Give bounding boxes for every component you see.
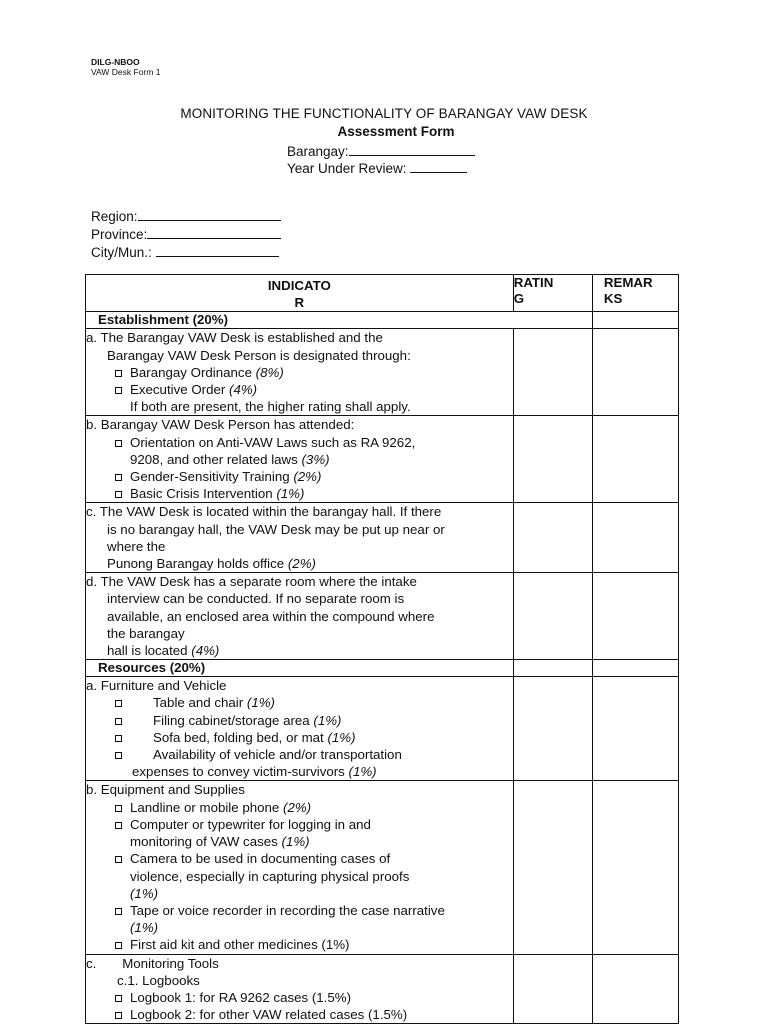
province-field[interactable] bbox=[91, 226, 281, 242]
list-item: Logbook 1: for RA 9262 cases (1.5%) bbox=[86, 989, 513, 1006]
list-item: Executive Order (4%) bbox=[86, 381, 513, 398]
remarks-cell[interactable] bbox=[592, 416, 678, 503]
checkbox-square-icon bbox=[115, 1012, 122, 1019]
checkbox-square-icon bbox=[115, 752, 122, 759]
list-item: First aid kit and other medicines (1%) bbox=[86, 936, 513, 953]
indicator-header: INDICATO R bbox=[86, 275, 514, 312]
indicator-resources-a: a. Furniture and Vehicle Table and chair (1%) Filing cabinet/storage area (1%) Sofa bed, folding bed, or mat (1%) Availability of vehicle and/or transportation expenses to convey victim-survivors (1%) bbox=[86, 677, 514, 781]
table-header-row bbox=[86, 275, 679, 312]
remarks-cell[interactable] bbox=[592, 573, 678, 660]
table-row bbox=[86, 781, 679, 954]
table-row bbox=[86, 416, 679, 503]
checkbox-square-icon bbox=[115, 387, 122, 394]
indicator-resources-b: b. Equipment and Supplies Landline or mobile phone (2%) Computer or typewriter for logging in and monitoring of VAW cases (1%) Camera to be used in documenting cases of violence, especially in capturing physical proofs (1%) Tape or voice recorder in recording the case narrative (1%) First aid kit and other medicines (1%) bbox=[86, 781, 514, 954]
remarks-cell[interactable] bbox=[592, 677, 678, 781]
section-rating-cell[interactable] bbox=[513, 660, 592, 677]
city-label: City/Mun.: bbox=[91, 245, 152, 260]
section-row-establishment bbox=[86, 312, 679, 329]
list-item: Camera to be used in documenting cases of bbox=[86, 850, 513, 867]
year-blank[interactable] bbox=[410, 160, 467, 173]
form-code: DILG-NBOO bbox=[91, 57, 140, 67]
form-number: VAW Desk Form 1 bbox=[91, 67, 161, 77]
list-item: Gender-Sensitivity Training (2%) bbox=[86, 468, 513, 485]
checkbox-square-icon bbox=[115, 942, 122, 949]
year-field[interactable] bbox=[287, 160, 467, 176]
page-title: MONITORING THE FUNCTIONALITY OF BARANGAY VAW DESK bbox=[180, 106, 588, 121]
section-heading-establishment: Establishment (20%) bbox=[86, 312, 593, 329]
rating-cell[interactable] bbox=[513, 329, 592, 416]
list-item: Table and chair (1%) bbox=[86, 694, 513, 711]
section-heading-resources: Resources (20%) bbox=[86, 660, 514, 677]
checkbox-square-icon bbox=[115, 718, 122, 725]
list-item: Logbook 2: for other VAW related cases (1.5%) bbox=[86, 1006, 513, 1023]
rating-cell[interactable] bbox=[513, 416, 592, 503]
list-item: Computer or typewriter for logging in and bbox=[86, 816, 513, 833]
remarks-cell[interactable] bbox=[592, 503, 678, 573]
year-label: Year Under Review: bbox=[287, 161, 407, 176]
region-field[interactable] bbox=[91, 208, 281, 224]
remarks-cell[interactable] bbox=[592, 954, 678, 1024]
table-row bbox=[86, 573, 679, 660]
rating-cell[interactable] bbox=[513, 573, 592, 660]
list-item: Sofa bed, folding bed, or mat (1%) bbox=[86, 729, 513, 746]
table-row bbox=[86, 503, 679, 573]
checkbox-square-icon bbox=[115, 908, 122, 915]
table-row bbox=[86, 677, 679, 781]
checkbox-square-icon bbox=[115, 805, 122, 812]
indicator-establishment-c: c. The VAW Desk is located within the barangay hall. If there is no barangay hall, the VAW Desk may be put up near or where the Punong Barangay holds office (2%) bbox=[86, 503, 514, 573]
page-subtitle: Assessment Form bbox=[337, 124, 455, 139]
city-field[interactable] bbox=[91, 244, 279, 260]
table-row bbox=[86, 329, 679, 416]
list-item: Availability of vehicle and/or transportation bbox=[86, 746, 513, 763]
indicator-establishment-a: a. The Barangay VAW Desk is established and the Barangay VAW Desk Person is designated through: Barangay Ordinance (8%) Executive Order (4%) If both are present, the higher rating shall apply. bbox=[86, 329, 514, 416]
checkbox-square-icon bbox=[115, 822, 122, 829]
province-label: Province: bbox=[91, 227, 148, 242]
rating-cell[interactable] bbox=[513, 954, 592, 1024]
rating-cell[interactable] bbox=[513, 781, 592, 954]
list-item: Tape or voice recorder in recording the case narrative bbox=[86, 902, 513, 919]
list-item: Orientation on Anti-VAW Laws such as RA 9262, bbox=[86, 434, 513, 451]
province-blank[interactable] bbox=[147, 226, 281, 239]
indicator-establishment-b: b. Barangay VAW Desk Person has attended: Orientation on Anti-VAW Laws such as RA 9262, 9208, and other related laws (3%) Gender-Sensitivity Training (2%) Basic Crisis Intervention (1%) bbox=[86, 416, 514, 503]
barangay-field[interactable] bbox=[287, 143, 475, 159]
table-row bbox=[86, 954, 679, 1024]
city-blank[interactable] bbox=[156, 244, 279, 257]
indicator-resources-c: c. Monitoring Tools c.1. Logbooks Logbook 1: for RA 9262 cases (1.5%) Logbook 2: for other VAW related cases (1.5%) bbox=[86, 954, 514, 1024]
list-item: Landline or mobile phone (2%) bbox=[86, 799, 513, 816]
list-item: Barangay Ordinance (8%) bbox=[86, 364, 513, 381]
section-remarks-cell[interactable] bbox=[592, 312, 678, 329]
remarks-cell[interactable] bbox=[592, 781, 678, 954]
remarks-cell[interactable] bbox=[592, 329, 678, 416]
section-row-resources bbox=[86, 660, 679, 677]
barangay-label: Barangay: bbox=[287, 144, 349, 159]
list-item: Filing cabinet/storage area (1%) bbox=[86, 712, 513, 729]
checkbox-square-icon bbox=[115, 856, 122, 863]
list-item: Basic Crisis Intervention (1%) bbox=[86, 485, 513, 502]
region-label: Region: bbox=[91, 209, 138, 224]
checkbox-square-icon bbox=[115, 370, 122, 377]
indicator-establishment-d: d. The VAW Desk has a separate room where the intake interview can be conducted. If no separate room is available, an enclosed area within the compound where the barangay hall is located (4%) bbox=[86, 573, 514, 660]
checkbox-square-icon bbox=[115, 491, 122, 498]
rating-cell[interactable] bbox=[513, 503, 592, 573]
assessment-table bbox=[85, 274, 679, 1024]
checkbox-square-icon bbox=[115, 440, 122, 447]
checkbox-square-icon bbox=[115, 700, 122, 707]
section-remarks-cell[interactable] bbox=[592, 660, 678, 677]
remarks-header: REMAR KS bbox=[592, 275, 678, 312]
rating-header: RATIN G bbox=[513, 275, 592, 312]
checkbox-square-icon bbox=[115, 995, 122, 1002]
checkbox-square-icon bbox=[115, 735, 122, 742]
checkbox-square-icon bbox=[115, 474, 122, 481]
rating-cell[interactable] bbox=[513, 677, 592, 781]
region-blank[interactable] bbox=[138, 208, 281, 221]
barangay-blank[interactable] bbox=[349, 143, 475, 156]
